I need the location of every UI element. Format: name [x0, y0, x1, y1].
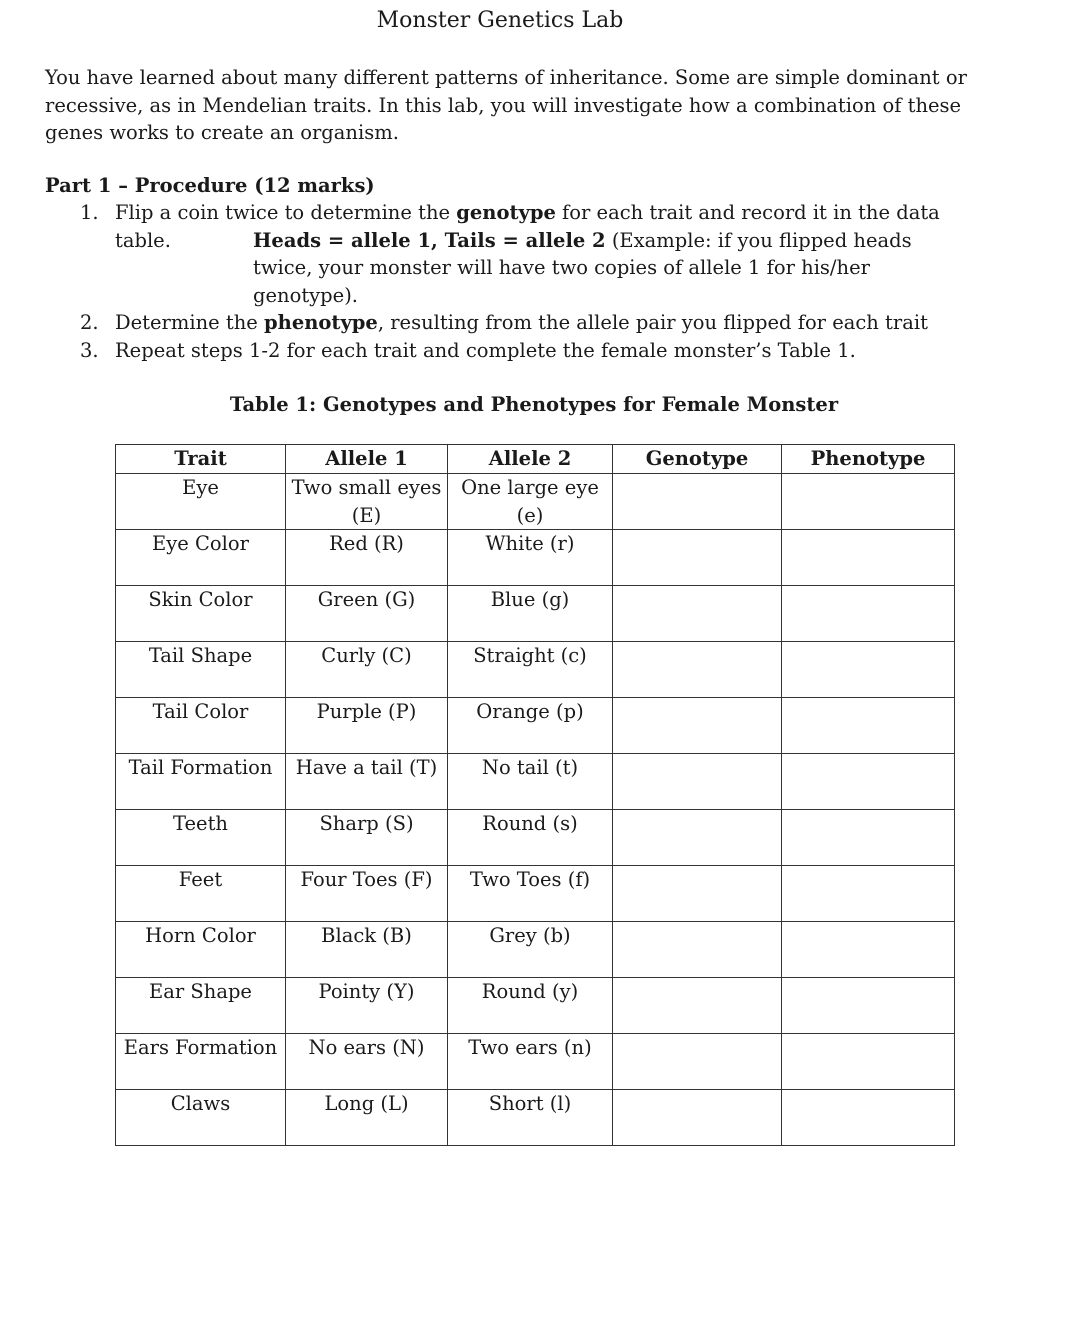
phenotype-term: phenotype	[264, 311, 378, 334]
phenotype-cell[interactable]	[782, 978, 955, 1034]
allele2-cell: Orange (p)	[448, 698, 613, 754]
allele2-cell: Grey (b)	[448, 922, 613, 978]
step-text: Repeat steps 1-2 for each trait and complete the female monster’s Table 1.	[115, 338, 856, 362]
allele2-cell: No tail (t)	[448, 754, 613, 810]
phenotype-cell[interactable]	[782, 754, 955, 810]
table-row	[116, 1090, 955, 1146]
table-row	[116, 810, 955, 866]
allele2-cell: One large eye (e)	[448, 474, 613, 530]
step-number: 2.	[80, 311, 99, 334]
procedure-steps	[80, 199, 960, 364]
step-text: Flip a coin twice to determine the genotype for each trait and record it in the data	[115, 201, 940, 224]
table-row	[116, 698, 955, 754]
allele1-cell: No ears (N)	[286, 1034, 448, 1090]
allele1-cell: Sharp (S)	[286, 810, 448, 866]
phenotype-cell[interactable]	[782, 866, 955, 922]
genotype-cell[interactable]	[613, 698, 782, 754]
trait-cell: Tail Color	[116, 698, 286, 754]
allele1-cell: Curly (C)	[286, 642, 448, 698]
table-row	[116, 474, 955, 530]
page-title: Monster Genetics Lab	[376, 8, 624, 33]
header-allele-1: Allele 1	[286, 445, 448, 474]
table-row	[116, 586, 955, 642]
step-1	[80, 199, 960, 309]
table-row	[116, 754, 955, 810]
allele1-cell: Green (G)	[286, 586, 448, 642]
phenotype-cell[interactable]	[782, 810, 955, 866]
header-phenotype: Phenotype	[782, 445, 955, 474]
header-allele-2: Allele 2	[448, 445, 613, 474]
table-row	[116, 978, 955, 1034]
allele1-cell: Four Toes (F)	[286, 866, 448, 922]
genotype-cell[interactable]	[613, 922, 782, 978]
step-number: 3.	[80, 338, 99, 362]
allele1-cell: Pointy (Y)	[286, 978, 448, 1034]
trait-cell: Skin Color	[116, 586, 286, 642]
genotype-term: genotype	[456, 201, 556, 224]
genotype-cell[interactable]	[613, 586, 782, 642]
allele1-cell: Black (B)	[286, 922, 448, 978]
genotype-cell[interactable]	[613, 866, 782, 922]
phenotype-cell[interactable]	[782, 922, 955, 978]
allele2-cell: Two ears (n)	[448, 1034, 613, 1090]
trait-cell: Ears Formation	[116, 1034, 286, 1090]
header-trait: Trait	[116, 445, 286, 474]
allele2-cell: Two Toes (f)	[448, 866, 613, 922]
phenotype-cell[interactable]	[782, 474, 955, 530]
trait-cell: Ear Shape	[116, 978, 286, 1034]
allele2-cell: Round (s)	[448, 810, 613, 866]
genotype-cell[interactable]	[613, 474, 782, 530]
trait-cell: Teeth	[116, 810, 286, 866]
phenotype-cell[interactable]	[782, 530, 955, 586]
table-row	[116, 922, 955, 978]
genotype-cell[interactable]	[613, 978, 782, 1034]
table-row	[116, 530, 955, 586]
trait-cell: Horn Color	[116, 922, 286, 978]
trait-cell: Eye Color	[116, 530, 286, 586]
genotype-cell[interactable]	[613, 1090, 782, 1146]
allele2-cell: Short (l)	[448, 1090, 613, 1146]
table-row	[116, 866, 955, 922]
trait-cell: Eye	[116, 474, 286, 530]
heads-tails-rule: Heads = allele 1, Tails = allele 2	[253, 228, 606, 252]
table-row	[116, 642, 955, 698]
header-genotype: Genotype	[613, 445, 782, 474]
genotype-cell[interactable]	[613, 810, 782, 866]
genotype-cell[interactable]	[613, 642, 782, 698]
allele1-cell: Long (L)	[286, 1090, 448, 1146]
allele2-cell: Round (y)	[448, 978, 613, 1034]
trait-cell: Claws	[116, 1090, 286, 1146]
trait-cell: Tail Formation	[116, 754, 286, 810]
allele1-cell: Purple (P)	[286, 698, 448, 754]
allele2-cell: White (r)	[448, 530, 613, 586]
allele2-cell: Blue (g)	[448, 586, 613, 642]
intro-paragraph: You have learned about many different patterns of inheritance. Some are simple dominant or recessive, as in Mendelian traits. In this lab, you will investigate how a combination of these genes works to create an organism.	[45, 66, 967, 144]
coin-rule: table. Heads = allele 1, Tails = allele 2 (Example: if you flipped heads twice, your monster will have two copies of allele 1 for his/her genotype).	[115, 228, 912, 307]
step-2	[80, 309, 960, 337]
step-text: Determine the phenotype, resulting from the allele pair you flipped for each trait	[115, 311, 928, 334]
genotype-table	[115, 444, 955, 1146]
genotype-cell[interactable]	[613, 754, 782, 810]
phenotype-cell[interactable]	[782, 642, 955, 698]
trait-cell: Feet	[116, 866, 286, 922]
trait-cell: Tail Shape	[116, 642, 286, 698]
step-3	[80, 337, 960, 365]
phenotype-cell[interactable]	[782, 1090, 955, 1146]
phenotype-cell[interactable]	[782, 698, 955, 754]
table-row	[116, 1034, 955, 1090]
table-header-row	[116, 445, 955, 474]
allele1-cell: Have a tail (T)	[286, 754, 448, 810]
genotype-cell[interactable]	[613, 1034, 782, 1090]
allele1-cell: Red (R)	[286, 530, 448, 586]
part1-heading: Part 1 – Procedure (12 marks)	[45, 174, 375, 197]
genotype-cell[interactable]	[613, 530, 782, 586]
phenotype-cell[interactable]	[782, 586, 955, 642]
phenotype-cell[interactable]	[782, 1034, 955, 1090]
step-number: 1.	[80, 201, 99, 224]
table-caption: Table 1: Genotypes and Phenotypes for Female Monster	[229, 393, 839, 416]
allele1-cell: Two small eyes (E)	[286, 474, 448, 530]
allele2-cell: Straight (c)	[448, 642, 613, 698]
